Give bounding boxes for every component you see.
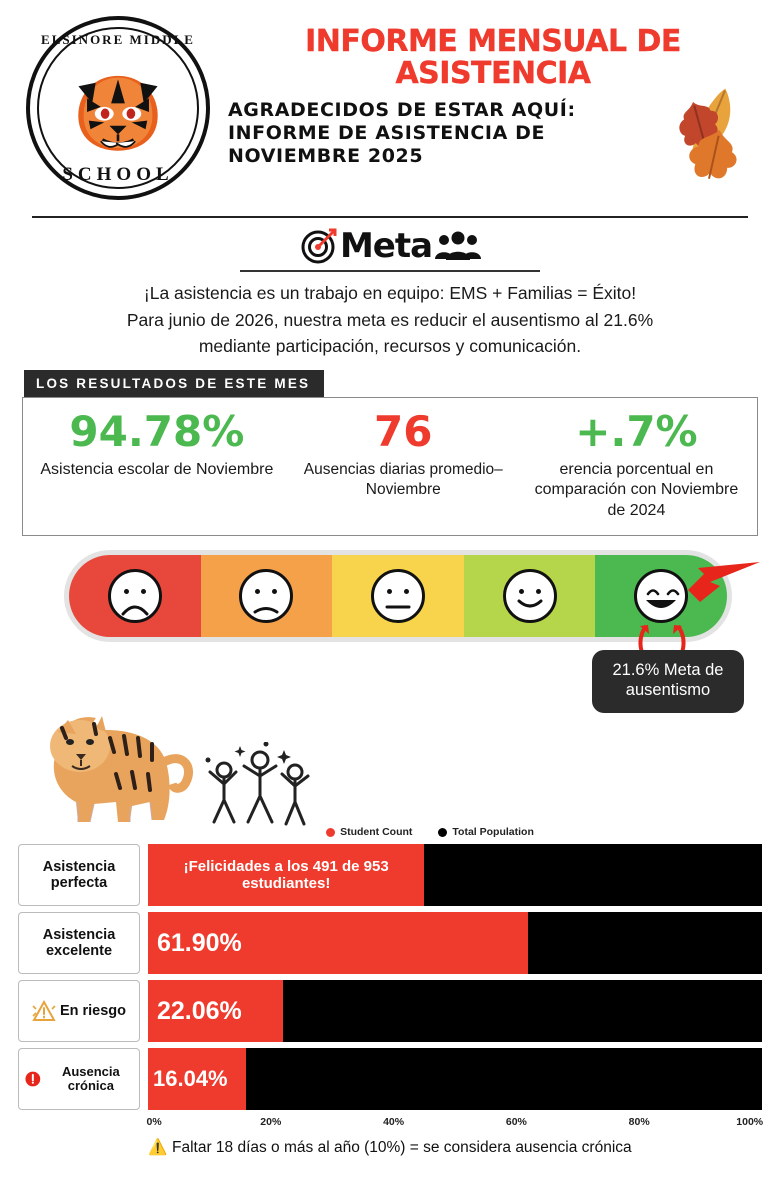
warning-icon: ⚠️ xyxy=(148,1139,168,1157)
goal-section xyxy=(0,218,780,360)
result-stat-attendance xyxy=(27,406,287,522)
chart-x-axis xyxy=(148,1116,762,1130)
alert-circle-icon xyxy=(23,1067,43,1091)
tiger-head-icon xyxy=(66,69,170,155)
bar-value-label: 61.90% xyxy=(157,928,242,957)
bar-value-label: 22.06% xyxy=(157,996,242,1025)
result-value: 94.78% xyxy=(69,406,245,456)
bar-fill xyxy=(148,844,424,906)
page-subtitle: AGRADECIDOS DE ESTAR AQUÍ: INFORME DE ASISTENCIA DE NOVIEMBRE 2025 xyxy=(228,99,576,168)
goal-callout: 21.6% Meta de ausentismo xyxy=(592,650,744,712)
goal-underline xyxy=(240,270,540,272)
result-value: +.7% xyxy=(575,406,698,456)
goal-line-3: mediante participación, recursos y comunicación. xyxy=(198,336,582,357)
attendance-bar-chart xyxy=(18,844,762,1157)
bar-value-label: 16.04% xyxy=(153,1066,228,1092)
result-label: Asistencia escolar de Noviembre xyxy=(40,460,274,478)
tiger-illustration xyxy=(34,702,206,842)
satisfaction-scale xyxy=(18,550,762,700)
chart-row-perfect-attendance xyxy=(18,844,762,906)
bar-fill xyxy=(148,980,283,1042)
results-tab-label: LOS RESULTADOS DE ESTE MES xyxy=(24,370,324,397)
bar-category-label: Asistencia perfecta xyxy=(18,844,140,906)
scale-segment-2 xyxy=(201,555,333,637)
very-sad-face-icon xyxy=(108,569,162,623)
result-stat-absences xyxy=(287,406,520,522)
bar-category-label: En riesgo xyxy=(59,1003,127,1020)
bar-track xyxy=(148,844,762,906)
chart-footnote xyxy=(18,1138,762,1157)
bar-fill xyxy=(148,912,528,974)
neutral-face-icon xyxy=(371,569,425,623)
axis-tick: 60% xyxy=(505,1116,527,1129)
chart-row-excellent-attendance xyxy=(18,912,762,974)
goal-line-1: ¡La asistencia es un trabajo en equipo: EMS + Familias = Éxito! xyxy=(143,283,637,303)
goal-heading: Meta xyxy=(339,226,433,266)
warning-triangle-icon xyxy=(32,1000,56,1022)
bar-value-label: ¡Felicidades a los 491 de 953 estudiantes! xyxy=(183,857,389,893)
sad-face-icon xyxy=(239,569,293,623)
happy-face-icon xyxy=(503,569,557,623)
result-label: erencia porcentual en comparación con Noviembre de 2024 xyxy=(534,460,739,519)
bar-category-label-wrap xyxy=(18,980,140,1042)
axis-tick: 100% xyxy=(736,1116,764,1129)
celebrating-people-illustration xyxy=(200,742,318,834)
target-icon xyxy=(298,226,338,266)
result-value: 76 xyxy=(374,406,433,456)
bar-track xyxy=(148,1048,762,1110)
result-label: Ausencias diarias promedio–Noviembre xyxy=(303,460,503,498)
chart-row-chronic-absence xyxy=(18,1048,762,1110)
bar-category-label: Ausencia crónica xyxy=(61,1063,120,1094)
axis-tick: 20% xyxy=(260,1116,282,1129)
goal-heading-row xyxy=(30,226,750,266)
logo-bottom-text: SCHOOL xyxy=(62,164,174,185)
scale-segment-1 xyxy=(69,555,201,637)
school-logo xyxy=(20,10,216,206)
legend-label: Total Population xyxy=(452,826,534,839)
axis-tick: 40% xyxy=(383,1116,405,1129)
autumn-leaves-icon xyxy=(646,78,766,188)
header xyxy=(0,0,780,212)
axis-tick: 80% xyxy=(628,1116,650,1129)
legend-label: Student Count xyxy=(340,826,413,839)
results-section xyxy=(0,360,780,537)
bar-category-label: Asistencia excelente xyxy=(18,912,140,974)
scale-segment-3 xyxy=(332,555,464,637)
result-stat-difference xyxy=(520,406,753,522)
bar-category-label-wrap xyxy=(18,1048,140,1110)
people-icon xyxy=(434,229,482,263)
bar-fill xyxy=(148,1048,246,1110)
logo-top-text: ELSINORE MIDDLE xyxy=(41,32,195,47)
footnote-text: Faltar 18 días o más al año (10%) = se considera ausencia crónica xyxy=(171,1139,632,1157)
bar-track xyxy=(148,912,762,974)
page-title: INFORME MENSUAL DE ASISTENCIA xyxy=(305,24,681,91)
scale-segment-4 xyxy=(464,555,596,637)
axis-tick: 0% xyxy=(146,1116,162,1129)
goal-line-2: Para junio de 2026, nuestra meta es reducir el ausentismo al 21.6% xyxy=(126,309,654,330)
illustrations xyxy=(0,714,780,842)
red-arrow-icon xyxy=(670,554,762,616)
bar-track xyxy=(148,980,762,1042)
results-box xyxy=(22,397,758,537)
chart-row-at-risk xyxy=(18,980,762,1042)
